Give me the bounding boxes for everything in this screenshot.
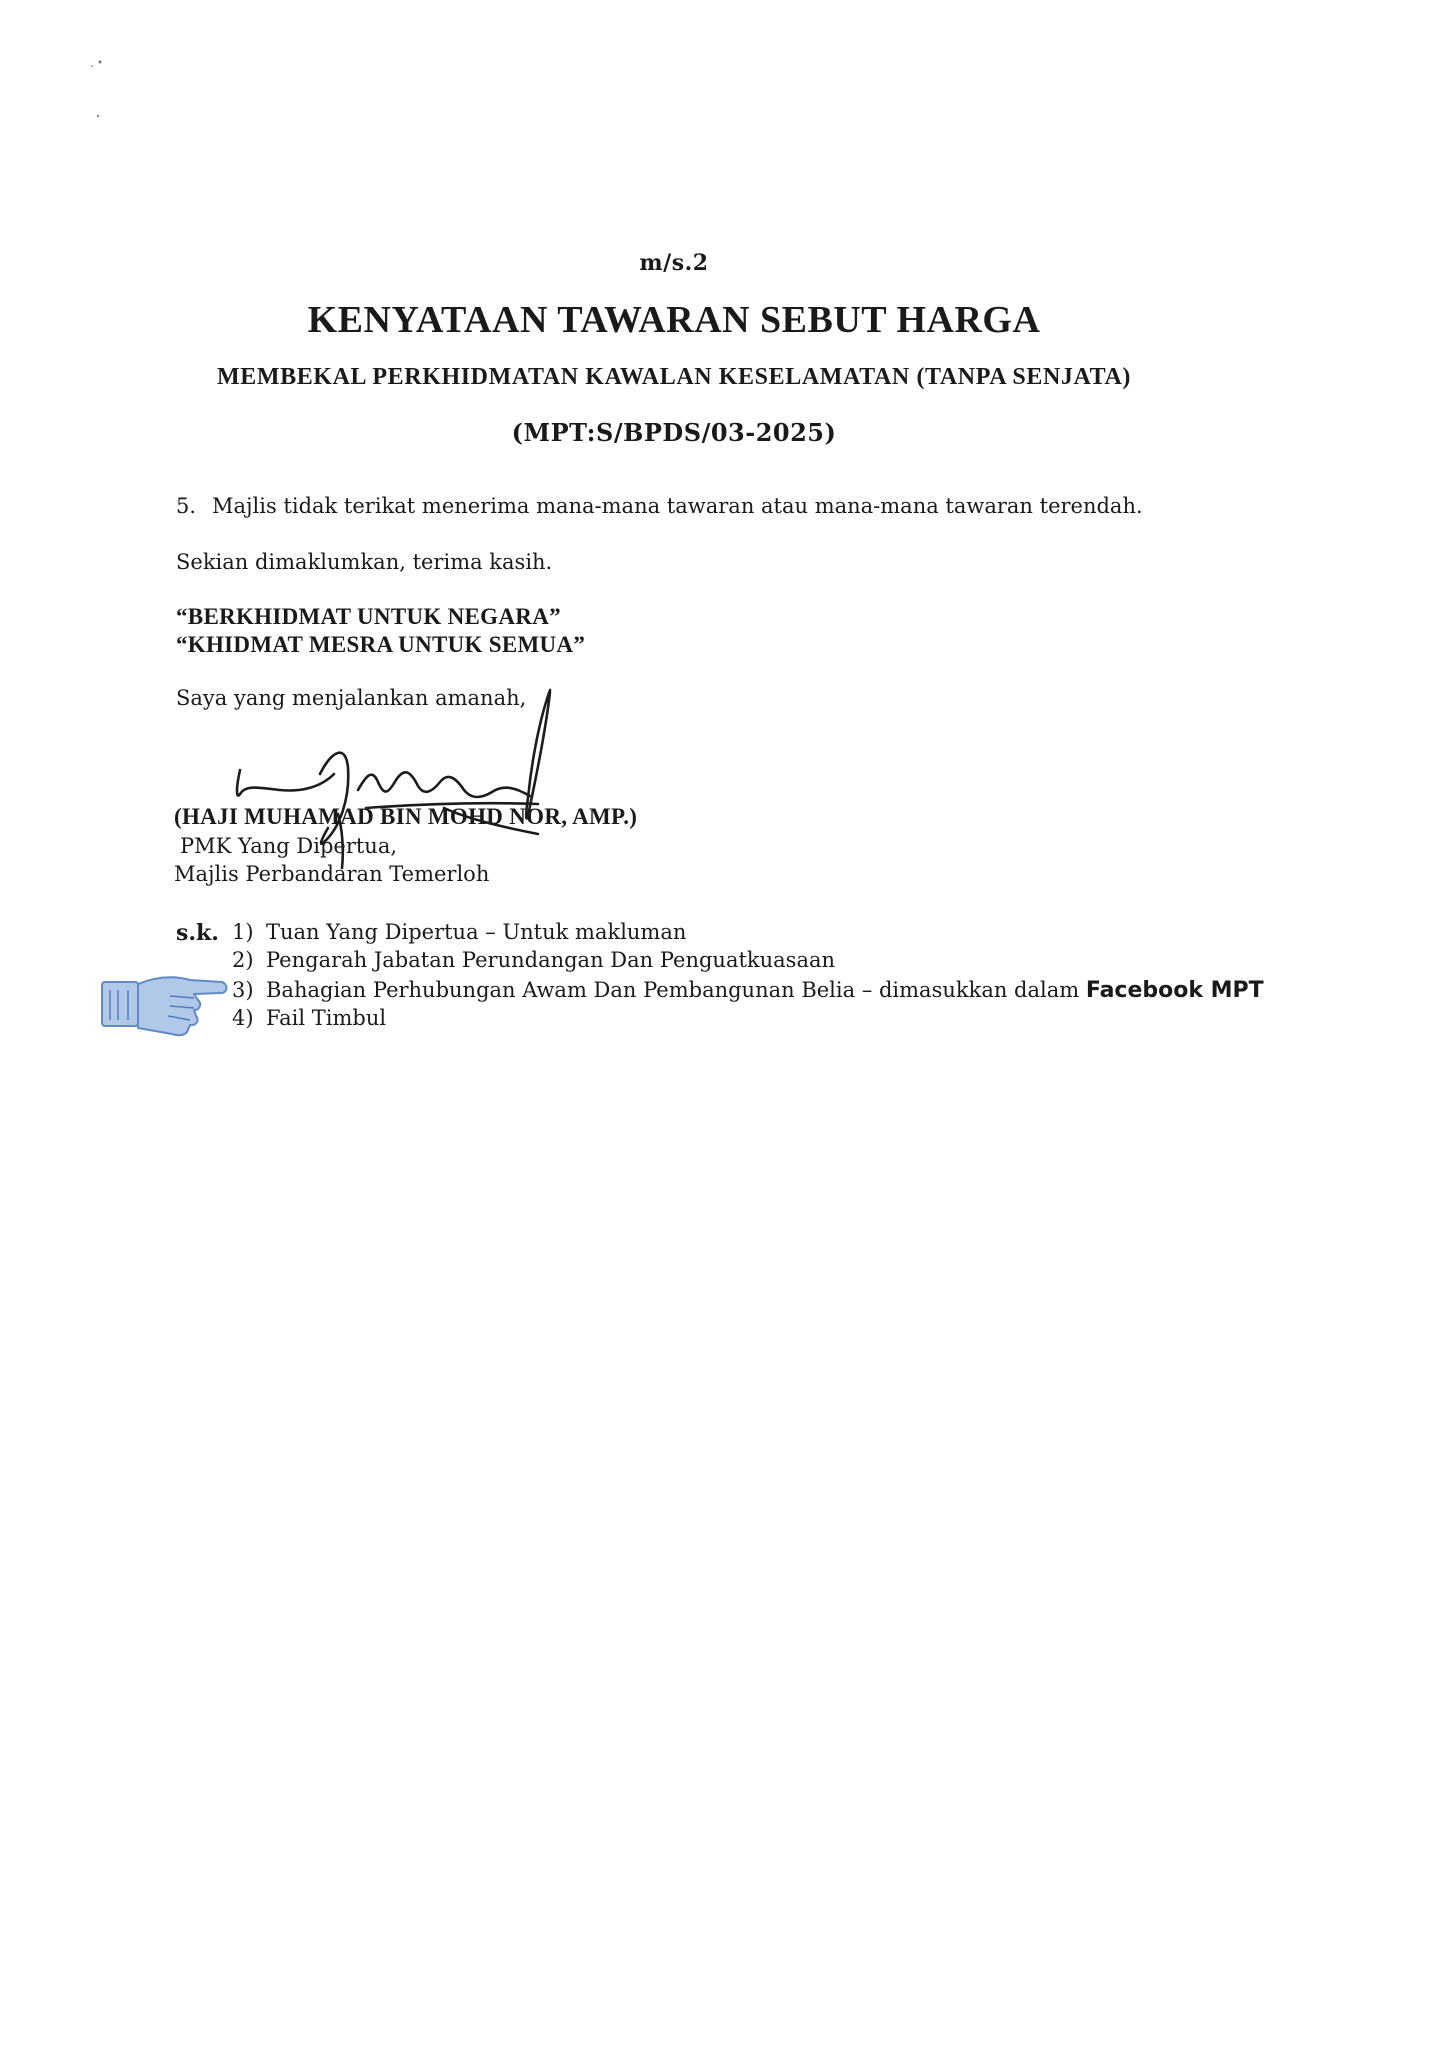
signatory-position: PMK Yang Dipertua, — [180, 834, 398, 858]
paragraph-number: 5. — [176, 494, 197, 518]
signature-intro: Saya yang menjalankan amanah, — [176, 686, 527, 710]
copies-label: s.k. — [176, 920, 219, 946]
copy-item-number: 1) — [232, 920, 254, 944]
copy-item — [232, 1006, 386, 1030]
copy-item — [232, 978, 1264, 1003]
copy-item-number: 3) — [232, 978, 254, 1002]
handwritten-signature — [220, 678, 580, 878]
paragraph-text: Majlis tidak terikat menerima mana-mana tawaran atau mana-mana tawaran terendah. — [212, 494, 1143, 518]
copy-item-text: Pengarah Jabatan Perundangan Dan Penguatkuasaan — [266, 948, 836, 972]
copy-item — [232, 920, 686, 944]
signatory-name: (HAJI MUHAMAD BIN MOHD NOR, AMP.) — [174, 804, 638, 829]
page-reference: m/s.2 — [639, 250, 709, 276]
pointing-hand-stamp-icon — [98, 962, 228, 1042]
copy-item-number: 4) — [232, 1006, 254, 1030]
document-reference-number: (MPT:S/BPDS/03-2025) — [511, 418, 837, 447]
slogan-2: “KHIDMAT MESRA UNTUK SEMUA” — [176, 632, 586, 657]
copy-item-text: Tuan Yang Dipertua – Untuk makluman — [266, 920, 687, 944]
copy-item-text: Fail Timbul — [266, 1006, 387, 1030]
copy-item-number: 2) — [232, 948, 254, 972]
scan-specks — [80, 50, 120, 130]
copy-item — [232, 948, 835, 972]
document-title: KENYATAAN TAWARAN SEBUT HARGA — [307, 299, 1041, 341]
facebook-mpt-label: Facebook MPT — [1085, 978, 1264, 1003]
slogan-1: “BERKHIDMAT UNTUK NEGARA” — [176, 604, 561, 629]
closing-line: Sekian dimaklumkan, terima kasih. — [176, 550, 553, 574]
signatory-organisation: Majlis Perbandaran Temerloh — [174, 862, 490, 886]
copy-item-text: Bahagian Perhubungan Awam Dan Pembangunan Belia – dimasukkan dalam — [266, 978, 1086, 1002]
document-subtitle: MEMBEKAL PERKHIDMATAN KAWALAN KESELAMATAN (TANPA SENJATA) — [216, 364, 1132, 390]
